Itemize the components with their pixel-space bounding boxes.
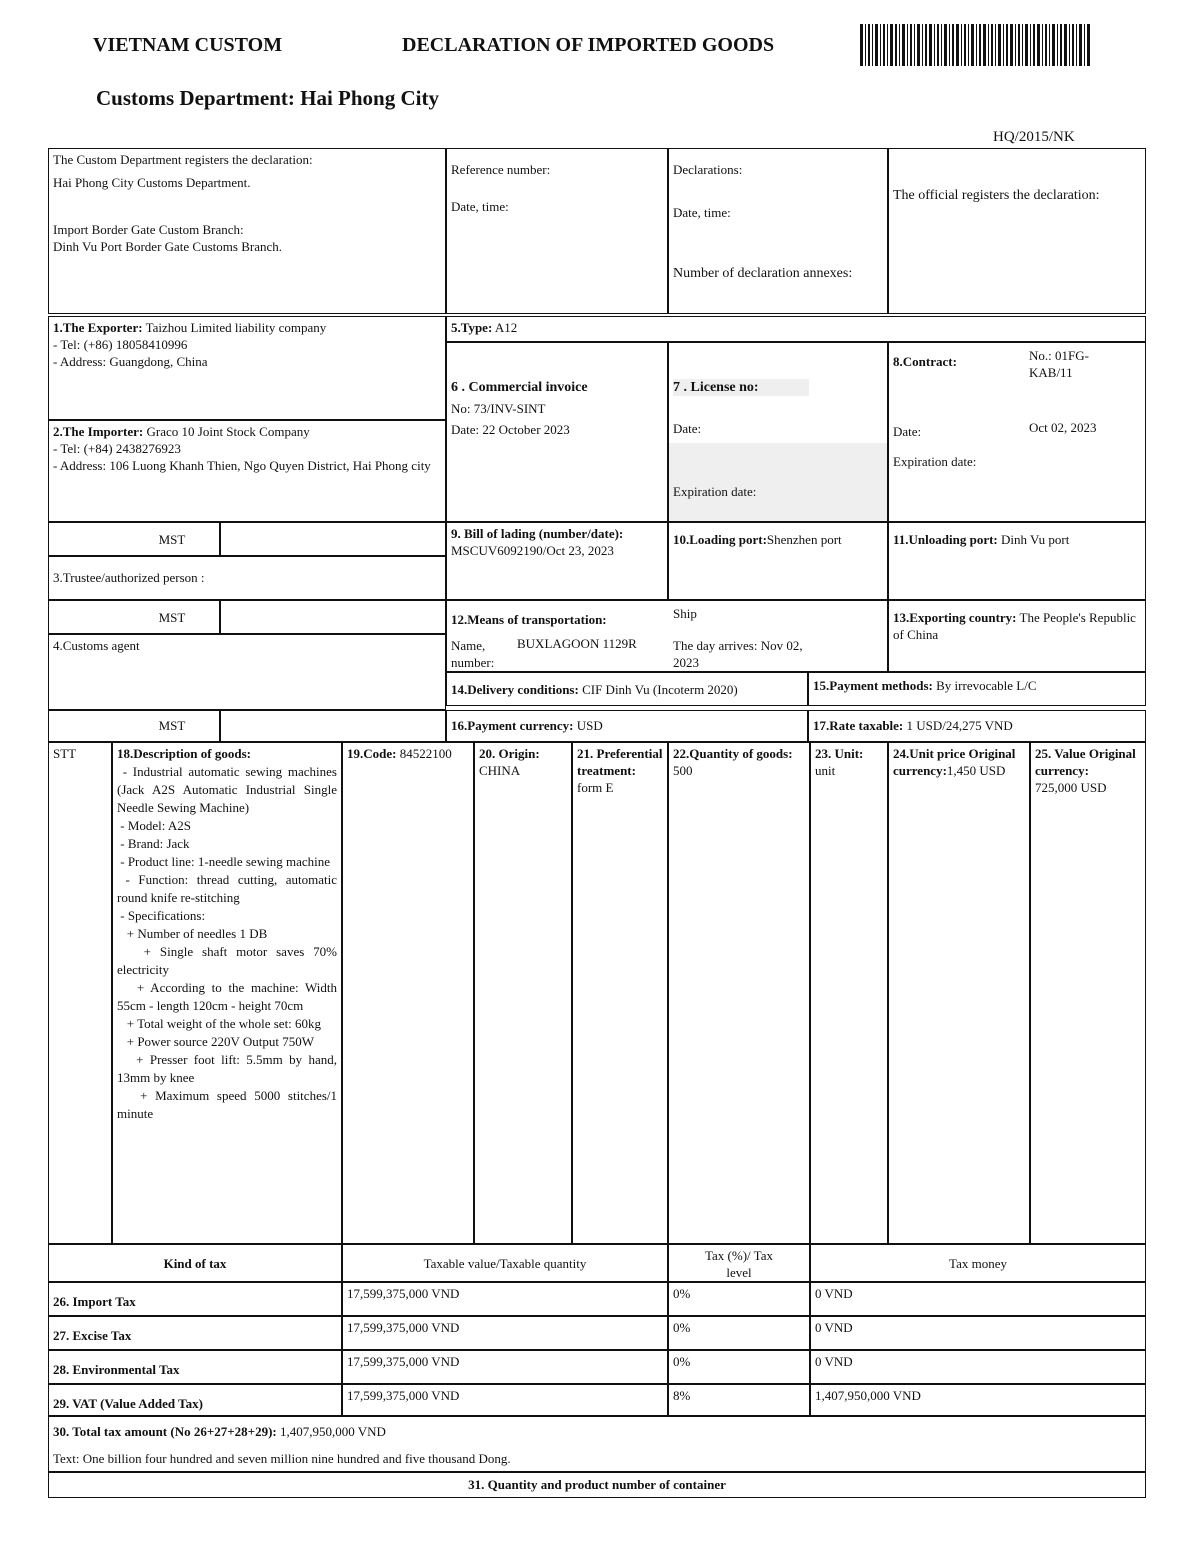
importer-name: Graco 10 Joint Stock Company xyxy=(146,424,310,439)
contract-date-label: Date: xyxy=(893,424,922,439)
tax-row-rate: 0% xyxy=(668,1350,810,1384)
registration-line1: The Custom Department registers the declaration: xyxy=(53,152,313,167)
tax-row-rate: 0% xyxy=(668,1282,810,1316)
exporter-address: - Address: Guangdong, China xyxy=(53,354,208,369)
description-line: + Number of needles 1 DB xyxy=(117,926,268,941)
description-line: + Single shaft motor saves 70% electricity xyxy=(117,944,341,977)
transport-arrival: The day arrives: Nov 02, 2023 xyxy=(673,638,803,670)
description-line: - Model: A2S xyxy=(117,818,192,833)
payment-method-cell xyxy=(808,672,1146,706)
unloading-label: 11.Unloading port: xyxy=(893,532,998,547)
bill-cell xyxy=(446,522,668,600)
currency-cell xyxy=(446,710,808,742)
country-value: The People's Republic of China xyxy=(893,610,1136,642)
trustee-cell: 3.Trustee/authorized person : xyxy=(48,556,446,600)
delivery-cell xyxy=(446,672,808,706)
total-value: 1,407,950,000 VND xyxy=(279,1424,386,1439)
license-cell xyxy=(668,342,888,522)
mst-value-2[interactable] xyxy=(220,600,446,634)
tax-row-money: 1,407,950,000 VND xyxy=(810,1384,1146,1416)
tax-row-kind: 26. Import Tax xyxy=(48,1282,342,1316)
exporter-name: Taizhou Limited liability company xyxy=(145,320,327,335)
value-cell xyxy=(1030,742,1146,1244)
description-line: - Function: thread cutting, automatic round knife re-stitching xyxy=(117,872,341,905)
date-time-label-2: Date, time: xyxy=(673,205,731,220)
description-line: + Presser foot lift: 5.5mm by hand, 13mm by knee xyxy=(117,1052,341,1085)
unloading-value: Dinh Vu port xyxy=(1001,532,1070,547)
invoice-cell xyxy=(446,342,668,522)
official-label: The official registers the declaration: xyxy=(893,188,1100,203)
exporter-label: 1.The Exporter: xyxy=(53,320,143,335)
tax-header-rate: Tax (%)/ Tax level xyxy=(668,1244,810,1282)
tax-row-rate: 8% xyxy=(668,1384,810,1416)
unit-price-label: 24.Unit price Original currency: xyxy=(893,746,1016,778)
invoice-date: Date: 22 October 2023 xyxy=(451,422,570,437)
quantity-value: 500 xyxy=(673,763,693,778)
description-line: - Industrial automatic sewing machines (Jack A2S Automatic Industrial Single Needle Sewing Machine) xyxy=(117,764,341,815)
rate-label: 17.Rate taxable: xyxy=(813,718,904,733)
loading-label: 10.Loading port: xyxy=(673,532,767,547)
tax-header-money: Tax money xyxy=(810,1244,1146,1282)
origin-label: 20. Origin: xyxy=(479,746,540,761)
annexes-label: Number of declaration annexes: xyxy=(673,266,853,281)
transport-mode: Ship xyxy=(673,606,697,621)
tax-row-kind: 28. Environmental Tax xyxy=(48,1350,342,1384)
payment-method-label: 15.Payment methods: xyxy=(813,678,933,693)
unit-price-cell xyxy=(888,742,1030,1244)
license-expiration: Expiration date: xyxy=(673,484,757,499)
description-line: + Total weight of the whole set: 60kg xyxy=(117,1016,322,1031)
official-cell xyxy=(888,148,1146,314)
transport-name-label: Name, number: xyxy=(451,638,495,670)
currency-value: USD xyxy=(576,718,603,733)
code-cell xyxy=(342,742,474,1244)
unit-price-value: 1,450 USD xyxy=(946,763,1006,778)
description-label: 18.Description of goods: xyxy=(117,746,251,761)
tax-row-taxable: 17,599,375,000 VND xyxy=(342,1350,668,1384)
description-cell xyxy=(112,742,342,1244)
unit-label: 23. Unit: xyxy=(815,746,864,761)
currency-label: 16.Payment currency: xyxy=(451,718,574,733)
container-cell: 31. Quantity and product number of container xyxy=(48,1472,1146,1498)
contract-cell xyxy=(888,342,1146,522)
tax-header-taxable: Taxable value/Taxable quantity xyxy=(342,1244,668,1282)
transport-label: 12.Means of transportation: xyxy=(451,612,607,627)
header-org: VIETNAM CUSTOM xyxy=(93,34,283,56)
unit-value: unit xyxy=(815,763,836,778)
bill-value: MSCUV6092190/Oct 23, 2023 xyxy=(451,543,614,558)
form-code: HQ/2015/NK xyxy=(993,129,1075,145)
code-label: 19.Code: xyxy=(347,746,397,761)
contract-no: No.: 01FG-KAB/11 xyxy=(1029,348,1089,380)
loading-cell xyxy=(668,522,888,600)
description-line: + According to the machine: Width 55cm - length 120cm - height 70cm xyxy=(117,980,341,1013)
tax-row-taxable: 17,599,375,000 VND xyxy=(342,1282,668,1316)
rate-cell xyxy=(808,710,1146,742)
origin-cell xyxy=(474,742,572,1244)
tax-row-kind: 27. Excise Tax xyxy=(48,1316,342,1350)
bill-label: 9. Bill of lading (number/date): xyxy=(451,526,624,541)
importer-address: - Address: 106 Luong Khanh Thien, Ngo Quyen District, Hai Phong city xyxy=(53,458,431,473)
country-label: 13.Exporting country: xyxy=(893,610,1017,625)
importer-cell xyxy=(48,420,446,522)
mst-label-3: MST xyxy=(48,710,220,742)
preferential-label: 21. Preferential treatment: xyxy=(577,746,666,778)
contract-date-value: Oct 02, 2023 xyxy=(1029,420,1097,435)
exporter-tel: - Tel: (+86) 18058410996 xyxy=(53,337,188,352)
declarations-cell xyxy=(668,148,888,314)
total-cell xyxy=(48,1416,1146,1472)
value-value: 725,000 USD xyxy=(1035,780,1107,795)
type-label: 5.Type: xyxy=(451,320,493,335)
tax-row-kind: 29. VAT (Value Added Tax) xyxy=(48,1384,342,1416)
registration-line4: Dinh Vu Port Border Gate Customs Branch. xyxy=(53,239,282,254)
mst-label-2: MST xyxy=(48,600,220,634)
importer-tel: - Tel: (+84) 2438276923 xyxy=(53,441,181,456)
transport-cell xyxy=(446,600,888,672)
delivery-label: 14.Delivery conditions: xyxy=(451,682,579,697)
description-line: + Power source 220V Output 750W xyxy=(117,1034,315,1049)
tax-row-money: 0 VND xyxy=(810,1350,1146,1384)
stt-cell: STT xyxy=(48,742,112,1244)
total-text: Text: One billion four hundred and seven million nine hundred and five thousand Dong. xyxy=(53,1451,511,1466)
loading-value: Shenzhen port xyxy=(766,532,842,547)
tax-row-money: 0 VND xyxy=(810,1282,1146,1316)
contract-label: 8.Contract: xyxy=(893,354,957,369)
invoice-label: 6 . Commercial invoice xyxy=(451,380,588,395)
transport-name-value: BUXLAGOON 1129R xyxy=(517,636,637,651)
code-value: 84522100 xyxy=(399,746,452,761)
mst-label-1: MST xyxy=(48,522,220,556)
type-value: A12 xyxy=(494,320,518,335)
registration-line3: Import Border Gate Custom Branch: xyxy=(53,222,244,237)
tax-row-taxable: 17,599,375,000 VND xyxy=(342,1384,668,1416)
license-date: Date: xyxy=(673,421,702,436)
exporter-cell xyxy=(48,316,446,420)
payment-method-value: By irrevocable L/C xyxy=(936,678,1037,693)
quantity-label: 22.Quantity of goods: xyxy=(673,746,793,761)
description-line: - Specifications: xyxy=(117,908,206,923)
tax-row-taxable: 17,599,375,000 VND xyxy=(342,1316,668,1350)
origin-value: CHINA xyxy=(479,763,521,778)
license-shade xyxy=(669,443,887,521)
description-line: - Brand: Jack xyxy=(117,836,190,851)
unloading-cell xyxy=(888,522,1146,600)
header-title: DECLARATION OF IMPORTED GOODS xyxy=(402,34,775,56)
declaration-form xyxy=(48,148,1146,1498)
importer-label: 2.The Importer: xyxy=(53,424,144,439)
unit-cell xyxy=(810,742,888,1244)
quantity-cell xyxy=(668,742,810,1244)
mst-value-3[interactable] xyxy=(220,710,446,742)
tax-row-money: 0 VND xyxy=(810,1316,1146,1350)
license-label: 7 . License no: xyxy=(673,379,809,396)
country-cell xyxy=(888,600,1146,672)
date-time-label: Date, time: xyxy=(451,199,509,214)
description-line: - Product line: 1-needle sewing machine xyxy=(117,854,330,869)
declarations-label: Declarations: xyxy=(673,162,743,177)
preferential-cell xyxy=(572,742,668,1244)
mst-value-1[interactable] xyxy=(220,522,446,556)
reference-label: Reference number: xyxy=(451,162,551,177)
total-label: 30. Total tax amount (No 26+27+28+29): xyxy=(53,1424,277,1439)
customs-department: Customs Department: Hai Phong City xyxy=(96,86,439,110)
barcode xyxy=(860,24,1090,66)
type-cell xyxy=(446,316,1146,342)
contract-expiration: Expiration date: xyxy=(893,454,977,469)
reference-cell xyxy=(446,148,668,314)
registration-line2: Hai Phong City Customs Department. xyxy=(53,175,251,190)
description-line: + Maximum speed 5000 stitches/1 minute xyxy=(117,1088,341,1121)
tax-header-kind: Kind of tax xyxy=(48,1244,342,1282)
invoice-no: No: 73/INV-SINT xyxy=(451,401,546,416)
value-label: 25. Value Original currency: xyxy=(1035,746,1140,778)
preferential-value: form E xyxy=(577,780,614,795)
description-list xyxy=(117,763,341,1123)
rate-value: 1 USD/24,275 VND xyxy=(906,718,1013,733)
tax-row-rate: 0% xyxy=(668,1316,810,1350)
registration-cell xyxy=(48,148,446,314)
customs-agent-cell: 4.Customs agent xyxy=(48,634,446,710)
delivery-value: CIF Dinh Vu (Incoterm 2020) xyxy=(582,682,738,697)
